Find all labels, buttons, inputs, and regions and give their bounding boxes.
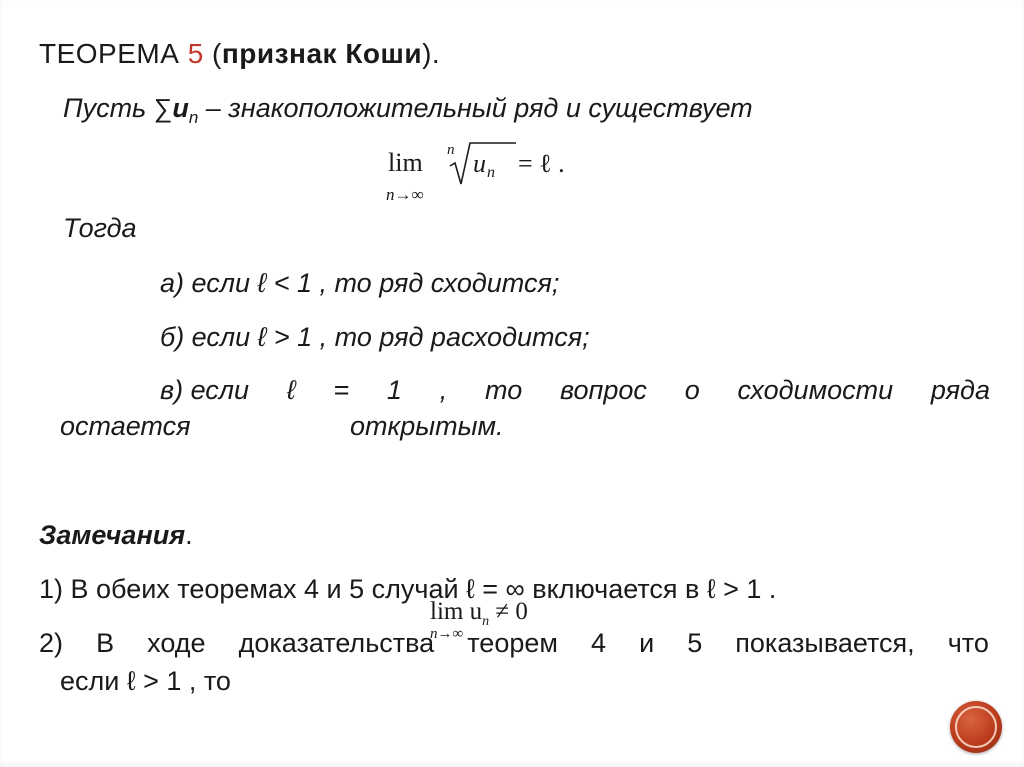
limit-equals-ell: = ℓ . (518, 149, 565, 178)
circle-ring (955, 706, 997, 748)
limit2-n: n (482, 614, 490, 629)
case-c-word: ℓ (286, 375, 296, 405)
case-c-word: вопрос (560, 375, 647, 405)
remark-2-word: доказательства (238, 628, 435, 658)
case-c-word: , (439, 375, 448, 405)
intro-u: u (172, 93, 189, 123)
case-b: б) если ℓ > 1 , то ряд расходится; (160, 322, 590, 352)
case-c-word: то (485, 375, 523, 405)
remark-2-word: ходе (147, 628, 206, 658)
limit2-lim-u: lim u (430, 598, 483, 625)
title-close: ). (422, 38, 441, 69)
intro-line (63, 93, 753, 127)
case-c-word: = (333, 375, 350, 405)
remark-2-word: 4 (590, 628, 607, 658)
intro-n: n (188, 108, 199, 127)
remark-2-word: В (96, 628, 115, 658)
case-c-word: 1 (386, 375, 402, 405)
title-open: ( (203, 38, 222, 69)
case-c-line2-b: открытым. (350, 411, 504, 441)
intro-rest: – знакоположительный ряд и существует (198, 93, 753, 123)
intro-start: Пусть (63, 93, 154, 123)
remarks-heading-text: Замечания (39, 520, 186, 550)
remarks-heading (39, 520, 193, 551)
case-a: а) если ℓ < 1 , то ряд сходится; (160, 268, 560, 298)
theorem-title (39, 38, 440, 70)
remarks-heading-dot: . (185, 520, 193, 550)
remark-2-line2: если ℓ > 1 , то (60, 666, 231, 696)
limit2-main (430, 598, 528, 629)
limit-word: lim (388, 148, 423, 177)
limit2-neq: ≠ 0 (489, 598, 528, 625)
theorem-name: признак Коши (221, 38, 423, 69)
case-c-line2-a: остается (60, 411, 191, 441)
limit-un-formula (430, 598, 528, 642)
limit-subscript: n→∞ (386, 185, 424, 204)
decorative-circle-icon (950, 701, 1002, 753)
case-c-word: сходимости (737, 375, 894, 405)
remark-2-word: и (639, 628, 655, 658)
remark-2-word: 2) (39, 628, 64, 658)
title-prefix: ТЕОРЕМА (39, 38, 188, 69)
remark-2-word: теорем (467, 628, 558, 658)
case-c-word: ряда (930, 375, 990, 405)
remark-2-line1 (39, 628, 989, 659)
limit2-subscript: n→∞ (430, 626, 464, 642)
remark-1: 1) В обеих теоремах 4 и 5 случай ℓ = ∞ включается в ℓ > 1 . (39, 574, 777, 604)
case-c-line1 (160, 375, 990, 406)
case-c-word: в) если (160, 375, 250, 405)
case-c-word: о (684, 375, 700, 405)
root-u: u (473, 149, 486, 178)
remark-2-word: показывается, (735, 628, 915, 658)
remark-2-word: что (947, 628, 989, 658)
sum-symbol: ∑ (153, 93, 173, 123)
then-label: Тогда (63, 213, 137, 243)
root-index: n (447, 142, 455, 158)
remark-2-word: 5 (687, 628, 703, 658)
theorem-number: 5 (187, 38, 204, 69)
root-n: n (487, 164, 495, 181)
